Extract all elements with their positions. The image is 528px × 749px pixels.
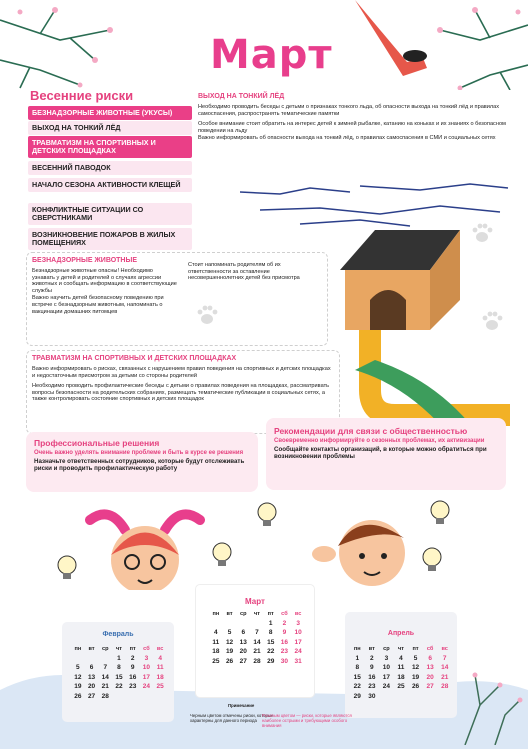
doghouse-illustration xyxy=(330,225,470,335)
branch-bottom-right-decoration xyxy=(455,665,525,745)
branch-top-left-decoration xyxy=(0,0,120,90)
calendar-april xyxy=(345,612,457,718)
calendar-day: 26 xyxy=(225,657,234,665)
calendar-day: 6 xyxy=(428,654,432,662)
weekday-label: сб xyxy=(281,611,288,617)
calendar-day xyxy=(438,693,451,700)
calendar-day xyxy=(154,693,166,700)
calendar-day: 17 xyxy=(294,638,302,646)
animals-text-1: Безнадзорные животные опасны! Необходимо узнавать у детей и родителей о случаях агрессии животных и сообщать информацию в соответствующие службы xyxy=(32,268,177,294)
weekday-label: вс xyxy=(441,646,448,652)
calendar-day: 8 xyxy=(355,664,360,671)
calendar-february xyxy=(62,622,174,722)
calendar-day: 3 xyxy=(144,654,149,662)
weekday-label: вс xyxy=(294,611,302,617)
calendar-day: 9 xyxy=(282,629,287,636)
risks-heading: Весенние риски xyxy=(30,88,134,103)
professional-solutions-title: Профессиональные решения xyxy=(34,438,160,448)
calendar-day: 1 xyxy=(117,654,121,662)
calendar-day: 28 xyxy=(253,657,261,665)
weekday-label: пн xyxy=(212,611,220,617)
calendar-day: 5 xyxy=(227,629,232,636)
calendar-day: 29 xyxy=(353,692,361,700)
calendar-day: 7 xyxy=(442,654,447,662)
calendar-day: 24 xyxy=(382,683,391,690)
calendar-day: 23 xyxy=(129,683,137,690)
calendar-day: 20 xyxy=(239,648,247,655)
weekday-label: пн xyxy=(353,646,361,652)
risk-item: КОНФЛИКТНЫЕ СИТУАЦИИ СО СВЕРСТНИКАМИ xyxy=(28,203,192,225)
calendar-day xyxy=(113,693,125,700)
calendar-day: 27 xyxy=(426,683,434,690)
calendar-day: 19 xyxy=(74,683,82,690)
calendar-day: 29 xyxy=(267,657,275,665)
calendar-march-title: Март xyxy=(245,597,265,606)
calendar-day xyxy=(395,693,408,700)
weekday-label: пт xyxy=(412,646,419,652)
hockey-stick-illustration xyxy=(345,0,440,90)
calendar-day: 4 xyxy=(399,654,403,662)
paw-icon xyxy=(195,304,219,328)
calendar-day: 11 xyxy=(397,664,405,671)
calendar-day: 22 xyxy=(353,683,361,690)
calendar-day: 12 xyxy=(225,638,234,646)
calendar-day: 19 xyxy=(411,673,420,681)
risk-item: БЕЗНАДЗОРНЫЕ ЖИВОТНЫЕ (УКУСЫ) xyxy=(28,106,192,120)
weekday-label: пт xyxy=(267,611,274,617)
calendar-day: 2 xyxy=(370,654,374,662)
weekday-label: вт xyxy=(368,646,375,652)
calendar-day: 9 xyxy=(130,664,135,671)
lightbulb-icon xyxy=(428,498,452,528)
calendar-day: 22 xyxy=(267,648,275,655)
weekday-label: чт xyxy=(397,646,404,652)
calendar-day: 5 xyxy=(413,654,418,662)
legend-pink-note: Розовым цветом — риски, которые являются наиболее острыми и требующими особого внимания xyxy=(262,713,352,728)
weekday-label: пн xyxy=(74,646,82,652)
weekday-label: вт xyxy=(226,611,233,617)
calendar-day: 7 xyxy=(103,664,108,671)
calendar-february-title: Февраль xyxy=(102,631,134,638)
lightbulb-icon xyxy=(255,500,279,530)
girl-character-illustration xyxy=(80,500,210,590)
calendar-day: 13 xyxy=(239,638,247,646)
thin-ice-section xyxy=(198,93,523,142)
lightbulb-icon xyxy=(420,545,444,575)
weekday-label: сб xyxy=(426,646,434,652)
risk-item: ВЫХОД НА ТОНКИЙ ЛЁД xyxy=(28,121,192,135)
calendar-day: 25 xyxy=(397,683,405,690)
animals-heading: БЕЗНАДЗОРНЫЕ ЖИВОТНЫЕ xyxy=(32,257,137,264)
calendar-day: 18 xyxy=(212,648,220,655)
calendar-day: 9 xyxy=(370,664,374,671)
calendar-day: 21 xyxy=(441,673,449,681)
calendar-day: 20 xyxy=(87,683,96,690)
thin-ice-text-2: Особое внимание стоит обратить на интерес детей к зимней рыбалке, катанию на коньках и их знаниях о безопасном поведении на льду xyxy=(198,121,506,134)
calendar-day xyxy=(224,620,236,627)
professional-solutions-text: Назначьте ответственных сотрудников, которые будут отслеживать риски и проводить профилактическую работу xyxy=(34,458,245,472)
paw-icon xyxy=(470,222,494,246)
professional-solutions-subtitle: Очень важно уделять внимание проблеме и быть в курсе ее решения xyxy=(34,450,244,456)
calendar-day: 25 xyxy=(212,657,220,665)
calendar-day: 23 xyxy=(280,648,289,655)
weekday-label: вт xyxy=(88,646,95,652)
calendar-day: 24 xyxy=(142,683,151,690)
calendar-day xyxy=(210,620,222,627)
calendar-day: 28 xyxy=(441,683,449,690)
calendar-march xyxy=(195,584,315,698)
calendar-day: 20 xyxy=(426,673,434,681)
public-relations-text: Сообщайте контакты организаций, в которые можно обратиться при возникновении проблемы xyxy=(274,446,487,460)
calendar-day: 3 xyxy=(384,654,389,662)
public-relations-subtitle: Своевременно информируйте о сезонных проблемах, их активизации xyxy=(274,438,485,444)
calendar-day: 30 xyxy=(280,657,289,665)
calendar-day: 6 xyxy=(89,664,94,671)
calendar-day xyxy=(237,620,249,627)
calendar-day: 10 xyxy=(142,664,151,671)
lightbulb-icon xyxy=(210,540,234,570)
calendar-day: 1 xyxy=(355,654,360,662)
calendar-day: 4 xyxy=(214,629,218,636)
public-relations-title: Рекомендации для связи с общественностью xyxy=(274,426,468,436)
weekday-label: чт xyxy=(253,611,260,617)
calendar-day: 19 xyxy=(225,648,234,655)
risk-item: ВЕСЕННИЙ ПАВОДОК xyxy=(28,161,192,175)
public-relations-card xyxy=(266,418,506,490)
calendar-day: 7 xyxy=(255,629,259,636)
professional-solutions-card xyxy=(26,432,258,492)
calendar-day: 3 xyxy=(296,619,300,627)
calendar-day: 14 xyxy=(441,664,449,671)
calendar-day: 13 xyxy=(87,673,96,681)
weekday-label: сб xyxy=(143,646,150,652)
trauma-text-1: Важно информировать о рисках, связанных с нарушением правил поведения на спортивных и детских площадках и недостаточным присмотром за детьми со стороны родителей xyxy=(32,366,331,379)
calendar-day: 28 xyxy=(101,692,109,700)
calendar-day: 16 xyxy=(368,673,376,681)
calendar-day: 8 xyxy=(268,629,273,636)
calendar-day: 26 xyxy=(74,692,82,700)
calendar-day xyxy=(409,693,422,700)
calendar-day xyxy=(380,693,393,700)
calendar-day: 11 xyxy=(212,638,220,646)
calendar-day: 6 xyxy=(241,629,246,636)
animals-text-3: Стоит напоминать родителям об их ответственности за оставление несовершеннолетних детей без присмотра xyxy=(188,262,300,282)
calendar-day: 30 xyxy=(368,692,376,700)
calendar-day: 5 xyxy=(76,664,80,671)
calendar-day xyxy=(99,655,111,662)
thin-ice-heading: ВЫХОД НА ТОНКИЙ ЛЁД xyxy=(198,93,285,100)
calendar-day: 21 xyxy=(101,683,109,690)
calendar-day: 11 xyxy=(156,664,164,671)
branch-top-right-decoration xyxy=(430,0,528,90)
calendar-day: 27 xyxy=(87,692,96,700)
calendar-day xyxy=(424,693,437,700)
calendar-day: 10 xyxy=(382,664,391,671)
calendar-day: 16 xyxy=(129,673,137,681)
calendar-day: 18 xyxy=(397,673,405,681)
animals-text-2: Важно научить детей безопасному поведению при встрече с безнадзорным животным, напоминать о вакцинации домашних питомцев xyxy=(32,295,164,315)
calendar-day: 21 xyxy=(253,648,261,655)
calendar-day: 31 xyxy=(294,657,302,665)
calendar-day: 14 xyxy=(253,638,261,646)
page-title: Март xyxy=(210,32,333,78)
calendar-day: 25 xyxy=(156,683,164,690)
calendar-day: 1 xyxy=(268,619,273,627)
weekday-label: пт xyxy=(129,646,136,652)
legend-title: Примечание xyxy=(228,703,255,708)
risk-item: НАЧАЛО СЕЗОНА АКТИВНОСТИ КЛЕЩЕЙ xyxy=(28,178,192,192)
trauma-section xyxy=(32,355,332,403)
calendar-day: 12 xyxy=(411,664,420,671)
weekday-label: ср xyxy=(102,646,109,652)
weekday-label: чт xyxy=(115,646,122,652)
calendar-day: 2 xyxy=(130,654,135,662)
calendar-day: 16 xyxy=(280,638,289,646)
weekday-label: вс xyxy=(156,646,164,652)
calendar-day: 10 xyxy=(294,629,302,636)
calendar-april-title: Апрель xyxy=(387,630,415,637)
trauma-text-2: Необходимо проводить профилактические беседы с детьми о правилах поведения на площадках, рассматривать вопросы безопасности на родительских собраниях, размещать тематические публикации в социальных сетях, а также контролировать состояние спортивных и детских площадок xyxy=(32,383,330,403)
thin-ice-text-3: Важно информировать об опасности выхода на тонкий лёд, о правилах самоспасения в СМИ и социальных сетях xyxy=(198,135,496,142)
calendar-day: 26 xyxy=(411,683,420,690)
calendar-day: 12 xyxy=(74,673,82,681)
calendar-day xyxy=(72,655,84,662)
calendar-day: 18 xyxy=(156,673,164,681)
calendar-day: 15 xyxy=(353,673,361,681)
lightbulb-icon xyxy=(55,553,79,583)
risk-item: ВОЗНИКНОВЕНИЕ ПОЖАРОВ В ЖИЛЫХ ПОМЕЩЕНИЯХ xyxy=(28,228,192,250)
legend-black-note: Черным цветом отмечены риски, которые характерны для данного периода xyxy=(190,713,274,723)
weekday-label: ср xyxy=(383,646,390,652)
calendar-day: 2 xyxy=(282,619,287,627)
calendar-day: 24 xyxy=(294,648,302,655)
calendar-day: 22 xyxy=(115,683,123,690)
calendar-day xyxy=(127,693,139,700)
calendar-day xyxy=(86,655,98,662)
calendar-day xyxy=(251,620,263,627)
calendar-day: 27 xyxy=(239,657,247,665)
calendar-day: 15 xyxy=(267,638,275,646)
risk-item: ТРАВМАТИЗМ НА СПОРТИВНЫХ И ДЕТСКИХ ПЛОЩАДКАХ xyxy=(28,136,192,158)
calendar-day: 23 xyxy=(368,683,376,690)
trauma-heading: ТРАВМАТИЗМ НА СПОРТИВНЫХ И ДЕТСКИХ ПЛОЩАДКАХ xyxy=(32,355,237,362)
calendar-day: 8 xyxy=(117,664,121,671)
weekday-label: ср xyxy=(240,611,247,617)
thin-ice-text-1: Необходимо проводить беседы с детьми о признаках тонкого льда, об опасности выхода на тонкий лёд и правилах самоспасения, распространять тематические памятки xyxy=(198,104,500,117)
calendar-day: 4 xyxy=(158,654,162,662)
animals-section xyxy=(32,257,177,315)
calendar-day: 13 xyxy=(426,664,434,671)
calendar-day: 17 xyxy=(142,673,151,681)
calendar-day: 15 xyxy=(115,673,123,681)
calendar-day: 14 xyxy=(101,673,109,681)
boy-character-illustration xyxy=(300,498,420,588)
calendar-day xyxy=(141,693,153,700)
calendar-day: 17 xyxy=(382,673,391,681)
